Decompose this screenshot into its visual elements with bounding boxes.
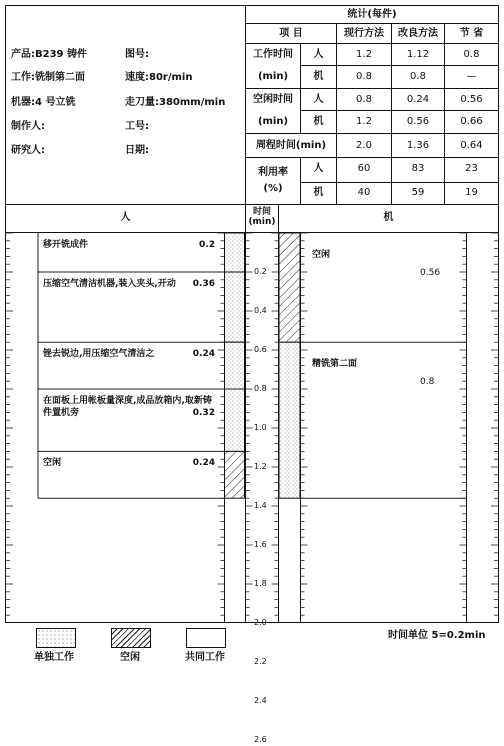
stats-cell: 0.24: [406, 94, 430, 105]
machine-column-header: 机: [383, 212, 394, 223]
stats-cell: 19: [465, 187, 478, 198]
legend-solo-swatch: [36, 628, 76, 648]
speed-label: 速度:80r/min: [125, 72, 193, 83]
legend-idle-label: 空闲: [120, 652, 140, 663]
stats-sub-person: 人: [313, 49, 324, 60]
stats-cell: 0.64: [460, 140, 483, 151]
stats-utilization: 利用率: [258, 167, 288, 178]
stats-cell: 1.2: [356, 49, 372, 60]
stats-cell: 23: [465, 163, 478, 174]
stats-cell: 0.56: [406, 116, 430, 127]
person-step-value: 0.36: [192, 279, 215, 289]
time-scale-label: 2.6: [254, 735, 267, 744]
machine-step-text: 空闲: [312, 250, 331, 260]
person-step-text: 锉去锐边,用压缩空气清洁之 0.24: [43, 349, 215, 360]
time-scale-label: 1.6: [254, 540, 267, 549]
stats-header-improved: 改良方法: [398, 28, 438, 39]
stats-cell: 0.8: [356, 94, 372, 105]
machine-step-text: 精铣第二面: [312, 359, 358, 370]
time-scale-label: 2.0: [254, 618, 267, 627]
stats-cell: —: [466, 71, 477, 82]
person-step-text: 空闲 0.24: [43, 458, 215, 469]
legend-joint-label: 共同工作: [185, 652, 225, 663]
person-step-value: 0.24: [192, 349, 215, 360]
person-step-text: 在面板上用帐板量深度,成品放箱内,取新铸件置机旁 0.32: [43, 396, 215, 418]
stats-cell: 1.36: [406, 140, 430, 151]
legend-joint-swatch: [186, 628, 226, 648]
stats-work-time-unit: (min): [257, 71, 289, 82]
stats-sub-machine: 机: [313, 116, 324, 127]
time-scale-label: 0.4: [254, 306, 267, 315]
time-scale-label: 2.2: [254, 657, 267, 666]
stats-header-item: 项 目: [279, 28, 303, 39]
person-column-header: 人: [120, 212, 131, 223]
stats-cell: 0.8: [463, 49, 480, 60]
time-unit-note: 时间单位 5=0.2min: [388, 630, 486, 641]
machine-label: 机器:4 号立铣: [11, 97, 76, 108]
stats-cell: 83: [411, 163, 425, 174]
stats-cell: 0.8: [356, 71, 372, 82]
person-step-text: 移开铣成件 0.2: [43, 240, 215, 250]
stats-cycle-time: 周程时间(min): [255, 140, 327, 151]
person-step-value: 0.24: [192, 458, 215, 469]
drawing-no-label: 图号:: [125, 49, 149, 60]
work-label: 工作:铣制第二面: [11, 72, 85, 83]
machine-step-value: 0.8: [420, 377, 435, 388]
stats-idle-time-unit: (min): [257, 116, 289, 127]
person-step-value: 0.32: [192, 408, 215, 418]
machine-step-bar: [279, 233, 300, 342]
stats-header-saved: 节 省: [459, 28, 484, 39]
worker-no-label: 工号:: [125, 121, 149, 132]
stats-cell: 1.2: [356, 116, 372, 127]
time-scale-label: 0.8: [254, 384, 267, 393]
person-step-value: 0.2: [199, 240, 215, 250]
person-step-bar: [225, 389, 245, 451]
person-step-text: 压缩空气清洁机器,装入夹头,开动 0.36: [43, 279, 215, 289]
stats-cell: 40: [357, 187, 371, 198]
time-scale-label: 1.8: [254, 579, 267, 588]
stats-sub-person: 人: [313, 94, 324, 105]
legend-solo-label: 单独工作: [34, 652, 74, 663]
stats-idle-time: 空闲时间: [253, 94, 293, 105]
legend-idle-swatch: [111, 628, 151, 648]
machine-step-value: 0.56: [420, 268, 441, 278]
feed-label: 走刀量:380mm/min: [125, 97, 226, 108]
person-step-bar: [225, 342, 245, 389]
stats-cell: 0.56: [460, 94, 483, 105]
stats-cell: 59: [411, 187, 425, 198]
person-step-bar: [225, 451, 245, 498]
time-scale-label: 1.0: [254, 423, 267, 432]
machine-step-bar: [279, 342, 300, 498]
stats-cell: 1.12: [406, 49, 430, 60]
time-scale-label: 1.4: [254, 501, 267, 510]
stats-cell: 0.66: [460, 116, 483, 127]
time-scale-label: 1.2: [254, 462, 267, 471]
stats-sub-machine: 机: [313, 71, 324, 82]
maker-label: 制作人:: [11, 121, 45, 132]
stats-header-current: 现行方法: [344, 28, 384, 39]
date-label: 日期:: [125, 145, 149, 156]
stats-work-time: 工作时间: [253, 49, 293, 60]
researcher-label: 研究人:: [11, 145, 45, 156]
time-scale-label: 0.2: [254, 267, 267, 276]
stats-cell: 0.8: [410, 71, 426, 82]
stats-sub-machine: 机: [313, 187, 324, 198]
person-step-bar: [225, 233, 245, 272]
product-label: 产品:B239 铸件: [11, 49, 87, 60]
time-scale-label: 2.4: [254, 696, 267, 705]
person-step-bar: [225, 272, 245, 342]
stats-cell: 2.0: [356, 140, 372, 151]
stats-utilization-unit: (%): [263, 183, 283, 194]
stats-title: 统计(每件): [347, 9, 397, 20]
stats-sub-person: 人: [313, 163, 324, 174]
time-column-header: 时间 (min): [248, 207, 276, 227]
stats-cell: 60: [357, 163, 371, 174]
time-scale-label: 0.6: [254, 345, 267, 354]
